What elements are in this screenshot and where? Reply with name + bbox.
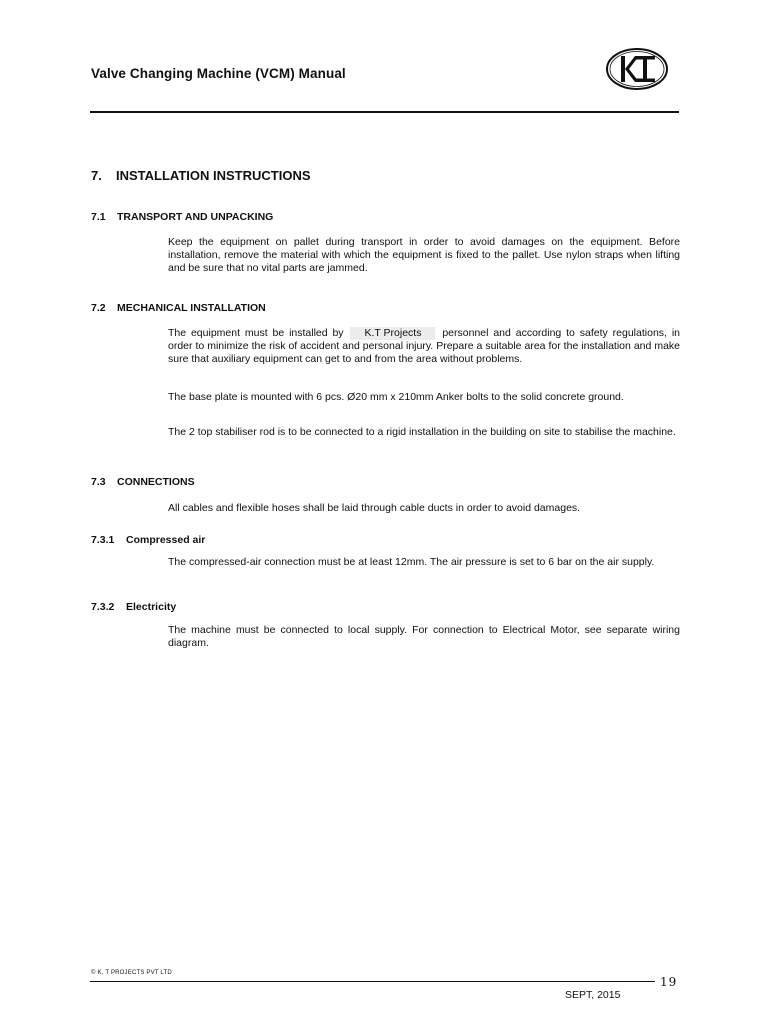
paragraph-connections: All cables and flexible hoses shall be laid through cable ducts in order to avoid damages. — [168, 502, 581, 514]
paragraph-mechanical-installation — [168, 327, 680, 366]
section-number: 7. — [91, 168, 102, 183]
subsection-heading-7-2 — [91, 302, 266, 314]
paragraph-electricity: The machine must be connected to local supply. For connection to Electrical Motor, see separate wiring diagram. — [168, 624, 680, 649]
paragraph-stabiliser: The 2 top stabiliser rod is to be connected to a rigid installation in the building on site to stabilise the machine. — [168, 426, 676, 438]
company-name: K.T Projects — [350, 327, 435, 340]
section-title: INSTALLATION INSTRUCTIONS — [116, 168, 311, 183]
paragraph-compressed-air: The compressed-air connection must be at least 12mm. The air pressure is set to 6 bar on the air supply. — [168, 556, 655, 568]
paragraph-base-plate: The base plate is mounted with 6 pcs. Ø20 mm x 210mm Anker bolts to the solid concrete ground. — [168, 391, 624, 403]
footer-copyright: © K, T PROJECTS PVT LTD — [91, 970, 172, 976]
paragraph-transport: Keep the equipment on pallet during transport in order to avoid damages on the equipment. Before installation, remove the material with which the equipment is fixed to the pallet. Use nylon straps when lifting and be sure that no vital parts are jammed. — [168, 236, 680, 274]
subsection-number: 7.3.1 — [91, 534, 115, 546]
subsection-number: 7.2 — [91, 302, 106, 314]
kt-logo-icon — [605, 47, 669, 91]
subsection-heading-7-3-2 — [91, 601, 176, 613]
paragraph-text: The equipment must be installed by — [168, 327, 344, 339]
subsection-heading-7-3-1 — [91, 534, 205, 546]
footer-date: SEPT, 2015 — [565, 989, 621, 1001]
header-divider — [90, 111, 679, 113]
subsection-title: TRANSPORT AND UNPACKING — [117, 211, 274, 223]
subsection-title: Compressed air — [126, 534, 206, 546]
subsection-number: 7.1 — [91, 211, 106, 223]
footer-divider — [90, 981, 655, 982]
document-title: Valve Changing Machine (VCM) Manual — [91, 66, 346, 81]
subsection-number: 7.3 — [91, 476, 106, 488]
subsection-title: Electricity — [126, 601, 177, 613]
page-number: 19 — [660, 975, 678, 989]
section-heading — [91, 168, 311, 183]
paragraph-text: personnel and according to safety regulations, in order to minimize the risk of accident and personal injury. Prepare a suitable area for the installation and make sure that auxiliary equipment can get to and from the area without problems. — [168, 327, 680, 365]
subsection-title: CONNECTIONS — [117, 476, 195, 488]
subsection-number: 7.3.2 — [91, 601, 115, 613]
subsection-heading-7-3 — [91, 476, 195, 488]
subsection-heading-7-1 — [91, 211, 273, 223]
subsection-title: MECHANICAL INSTALLATION — [117, 302, 266, 314]
